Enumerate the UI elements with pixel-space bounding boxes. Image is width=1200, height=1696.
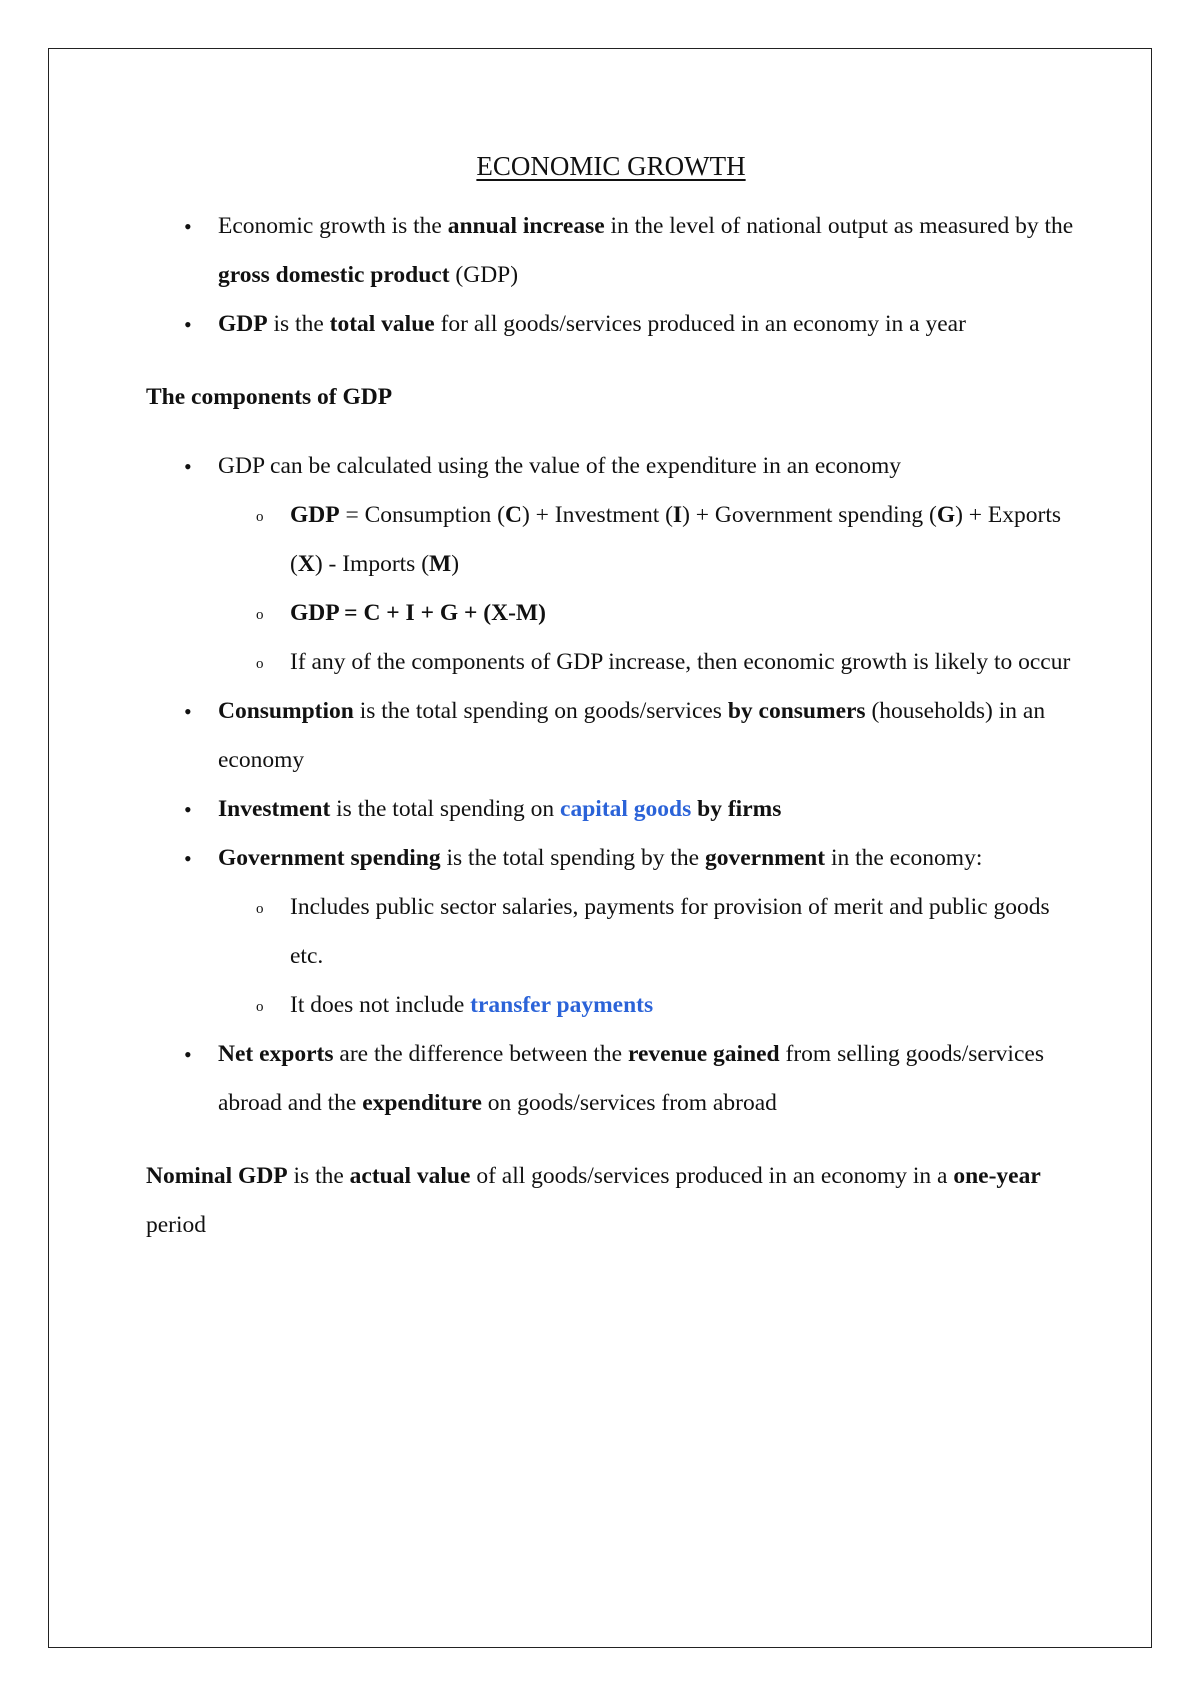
bold-term: I [672,502,683,528]
bold-term: GDP [218,311,268,337]
sub-list-item [218,638,1076,687]
bold-term: G [936,502,956,528]
sub-list-item [218,883,1076,981]
text-run: on goods/services from abroad [481,1090,777,1116]
bold-term: actual value [349,1163,471,1189]
intro-list [146,202,1076,349]
text-run: = Consumption ( [339,502,505,528]
text-run: is the [267,311,330,337]
text-run: is the total spending on [330,796,561,822]
spacer [146,349,1076,373]
bold-term: Government spending [218,845,441,871]
text-run: ) - Imports ( [314,551,430,577]
bold-term: revenue gained [627,1041,780,1067]
bold-term: government [704,845,826,871]
document-body [146,146,1076,1250]
text-run: is the total spending by the [440,845,705,871]
capital-goods-link[interactable]: capital goods [560,796,692,822]
sub-list-item [218,589,1076,638]
text-run: in the economy: [825,845,983,871]
bold-term: Net exports [218,1041,334,1067]
sub-list-item [218,981,1076,1030]
components-list [146,442,1076,1128]
bold-term: Consumption [218,698,354,724]
bold-term: by consumers [727,698,866,724]
bold-term: Nominal GDP [146,1163,288,1189]
list-item [146,834,1076,1030]
nominal-gdp-paragraph [146,1152,1076,1250]
bold-term: total value [329,311,435,337]
text-run: are the difference between the [333,1041,628,1067]
spacer [146,422,1076,442]
text-run: It does not include [290,992,471,1018]
text-run: GDP can be calculated using the value of the expenditure in an economy [218,453,902,479]
list-item [146,1030,1076,1128]
text-run: ) + Investment ( [521,502,673,528]
text-run: period [146,1212,207,1238]
text-run: (households) in an economy [218,698,1046,773]
bold-term: gross domestic product [218,262,450,288]
bold-term: C [504,502,522,528]
bold-term: X [297,551,315,577]
text-run: ) [451,551,460,577]
bold-term: M [429,551,452,577]
sub-list-item [218,491,1076,589]
text-run: Economic growth is the [218,213,448,239]
transfer-payments-link[interactable]: transfer payments [470,992,654,1018]
text-run: (GDP) [449,262,519,288]
text-run: Includes public sector salaries, payments for provision of merit and public goods etc. [290,894,1050,969]
sub-list [218,491,1076,687]
bold-term: by firms [697,796,782,822]
text-run: is the [287,1163,350,1189]
bold-term: expenditure [362,1090,482,1116]
list-item [146,300,1076,349]
list-item [146,687,1076,785]
text-run: is the total spending on goods/services [353,698,728,724]
spacer [146,1128,1076,1152]
bold-term: GDP [290,502,340,528]
page-title: ECONOMIC GROWTH [476,151,746,181]
sub-list [218,883,1076,1030]
list-item [146,442,1076,687]
text-run: ) + Exports ( [290,502,1062,577]
text-run: in the level of national output as measured by the [604,213,1074,239]
list-item [146,202,1076,300]
text-run: of all goods/services produced in an economy in a [470,1163,954,1189]
section-heading: The components of GDP [146,384,393,410]
text-run: for all goods/services produced in an economy in a year [434,311,966,337]
list-item [146,785,1076,834]
bold-term: Investment [218,796,331,822]
formula: GDP = C + I + G + (X-M) [290,600,546,626]
bold-term: one-year [953,1163,1041,1189]
text-run: ) + Government spending ( [682,502,937,528]
text-run: If any of the components of GDP increase, then economic growth is likely to occur [290,649,1071,675]
text-run: from selling goods/services abroad and the [218,1041,1044,1116]
bold-term: annual increase [447,213,605,239]
